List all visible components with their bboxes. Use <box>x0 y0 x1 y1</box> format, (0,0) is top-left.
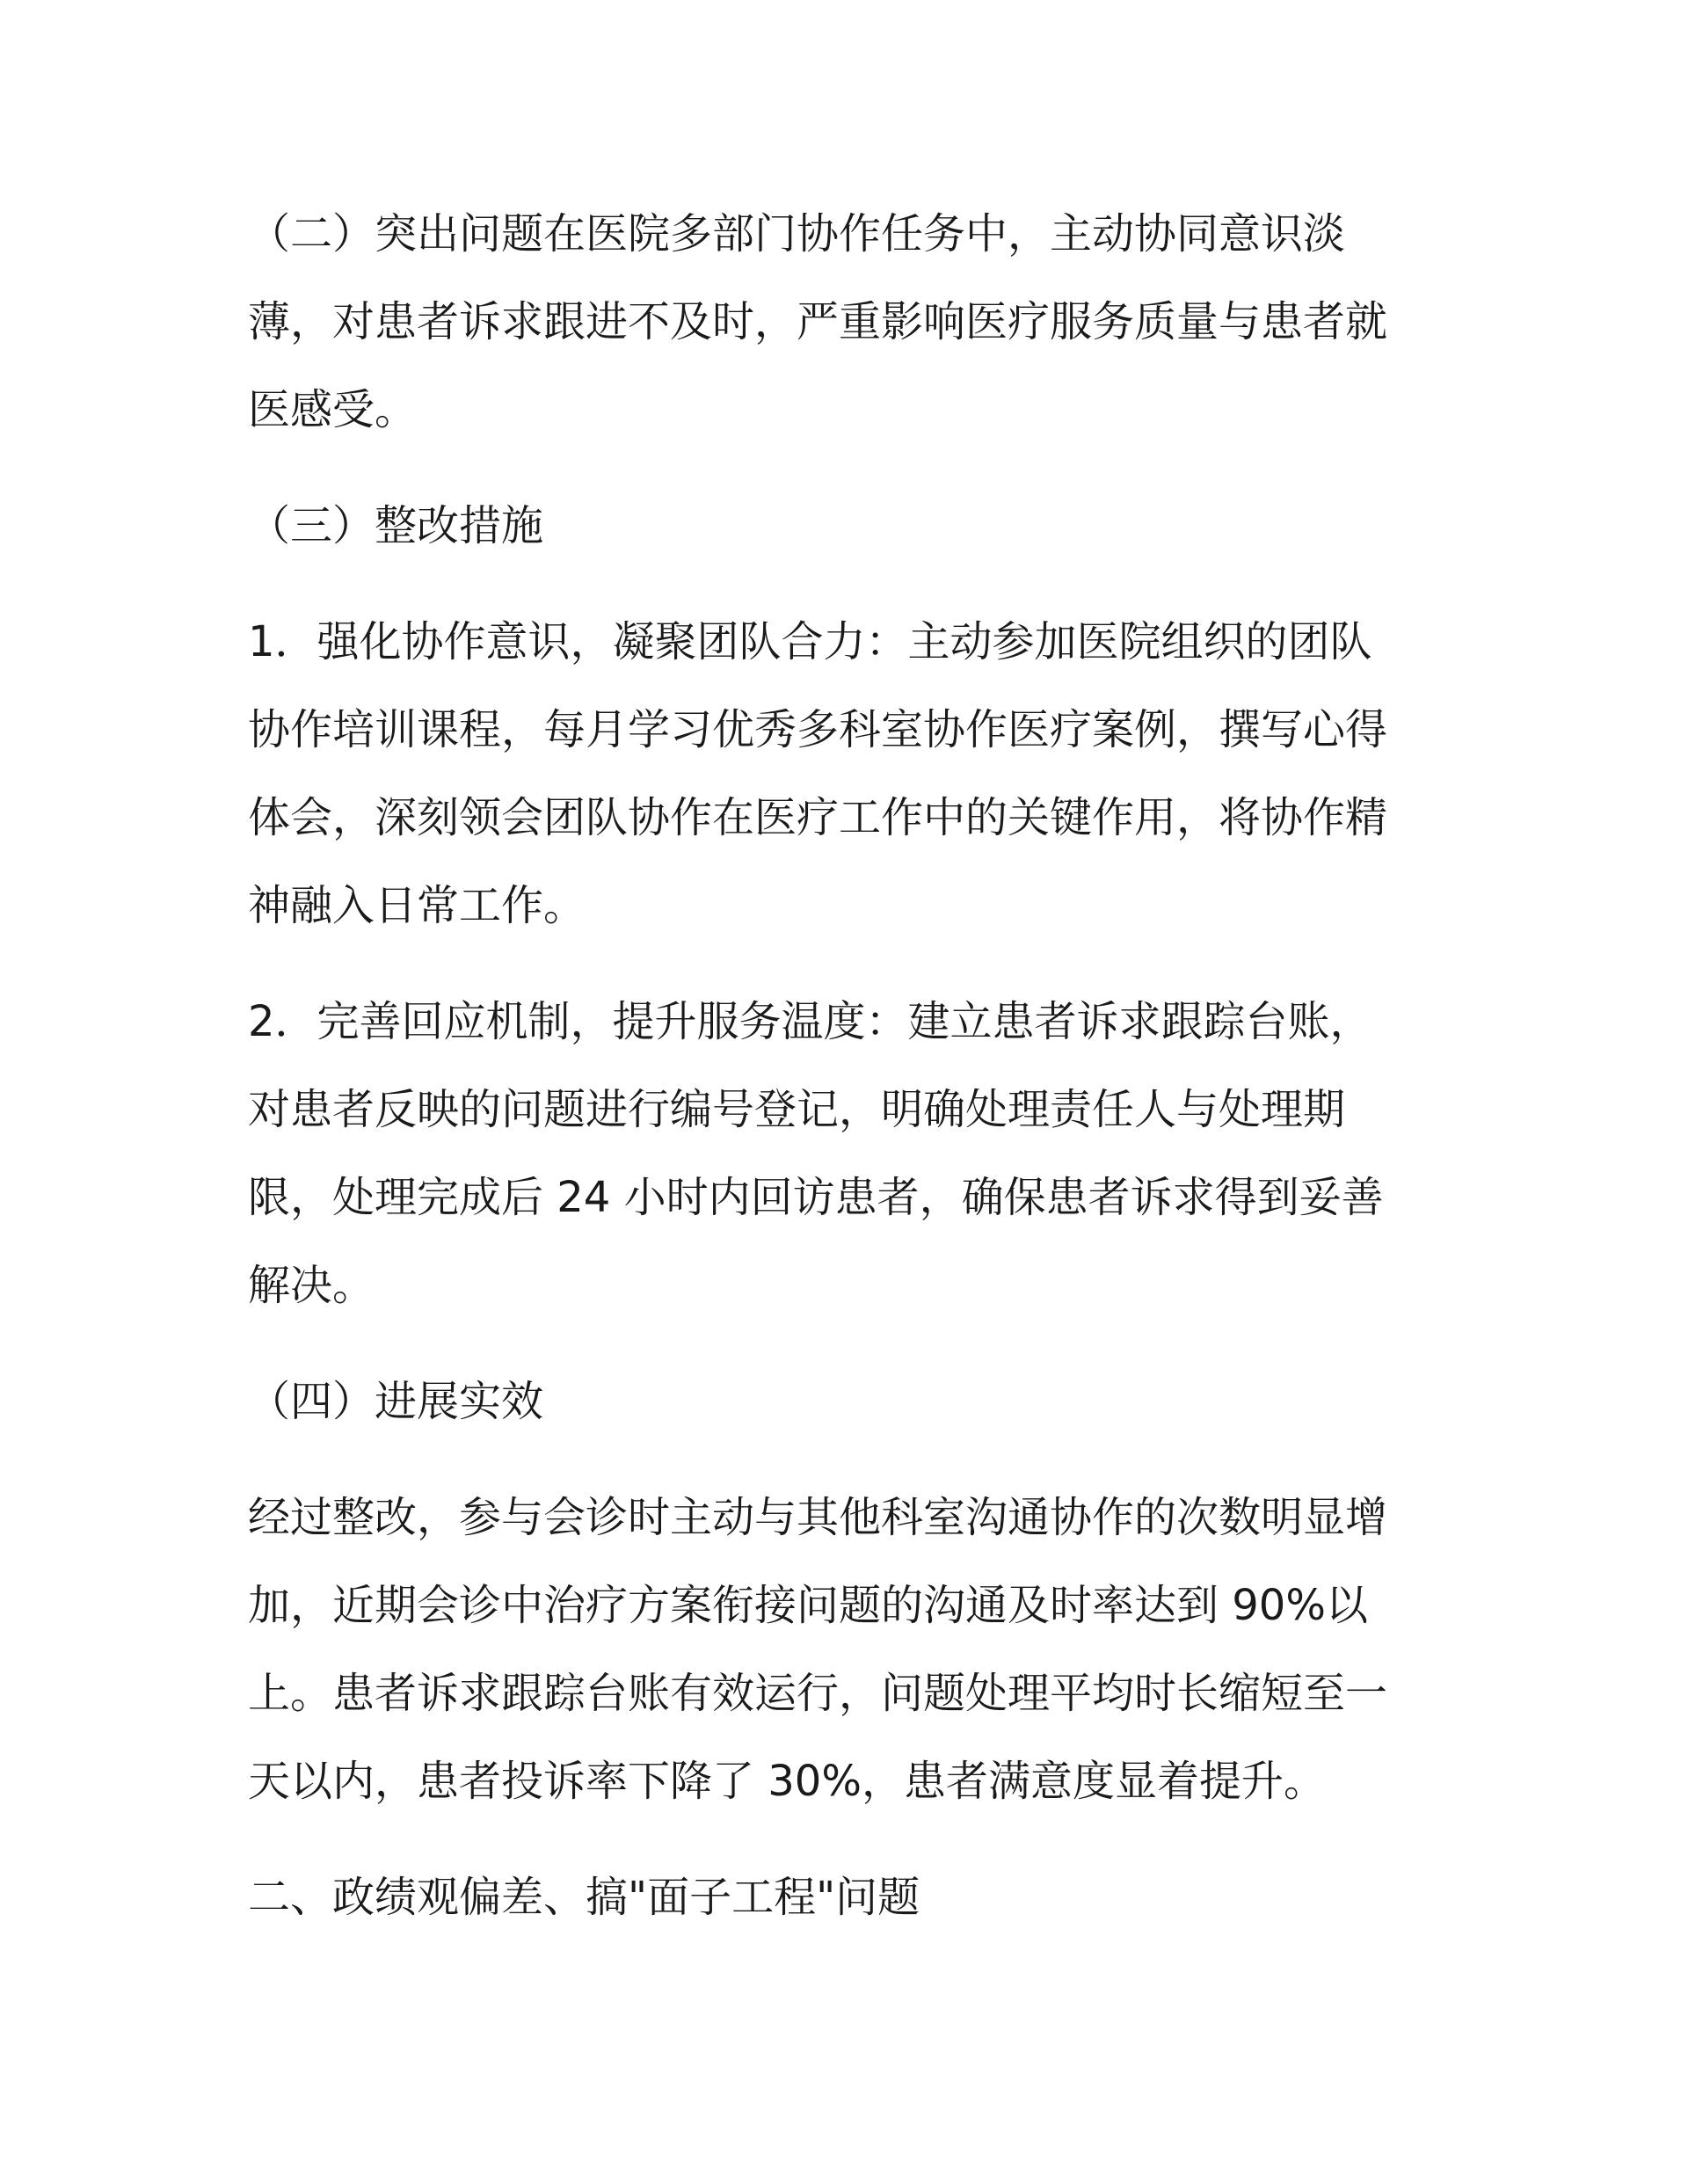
section-heading-progress <box>248 1358 1444 1445</box>
text-line: 2．完善回应机制，提升服务温度：建立患者诉求跟踪台账， <box>248 997 1372 1046</box>
paragraph-measure-1 <box>248 598 1444 950</box>
text-line: 体会，深刻领会团队协作在医疗工作中的关键作用，将协作精 <box>248 793 1388 842</box>
text-line: 上。患者诉求跟踪台账有效运行，问题处理平均时长缩短至一 <box>248 1669 1388 1718</box>
heading-text: （三）整改措施 <box>248 501 544 550</box>
document-body <box>248 190 1444 1969</box>
paragraph-problem-statement <box>248 190 1444 454</box>
text-line: 神融入日常工作。 <box>248 881 586 930</box>
text-line: 解决。 <box>248 1261 375 1310</box>
text-line: 对患者反映的问题进行编号登记，明确处理责任人与处理期 <box>248 1085 1346 1134</box>
text-line: 经过整改，参与会诊时主动与其他科室沟通协作的次数明显增 <box>248 1493 1388 1542</box>
text-line: 限，处理完成后 24 小时内回访患者，确保患者诉求得到妥善 <box>248 1173 1384 1222</box>
heading-text: （四）进展实效 <box>248 1377 544 1426</box>
text-line: 1．强化协作意识，凝聚团队合力：主动参加医院组织的团队 <box>248 617 1372 666</box>
text-line: 协作培训课程，每月学习优秀多科室协作医疗案例，撰写心得 <box>248 705 1388 754</box>
text-line: 天以内，患者投诉率下降了 30%，患者满意度显着提升。 <box>248 1757 1326 1806</box>
text-line: 医感受。 <box>248 385 418 434</box>
section-heading-two <box>248 1853 1444 1941</box>
text-line: 加，近期会诊中治疗方案衔接问题的沟通及时率达到 90%以 <box>248 1581 1368 1630</box>
section-heading-rectification <box>248 482 1444 570</box>
text-line: （二）突出问题在医院多部门协作任务中，主动协同意识淡 <box>248 209 1346 258</box>
text-line: 薄，对患者诉求跟进不及时，严重影响医疗服务质量与患者就 <box>248 297 1388 346</box>
paragraph-results <box>248 1474 1444 1825</box>
heading-text: 二、政绩观偏差、搞"面子工程"问题 <box>248 1873 920 1922</box>
paragraph-measure-2 <box>248 978 1444 1329</box>
